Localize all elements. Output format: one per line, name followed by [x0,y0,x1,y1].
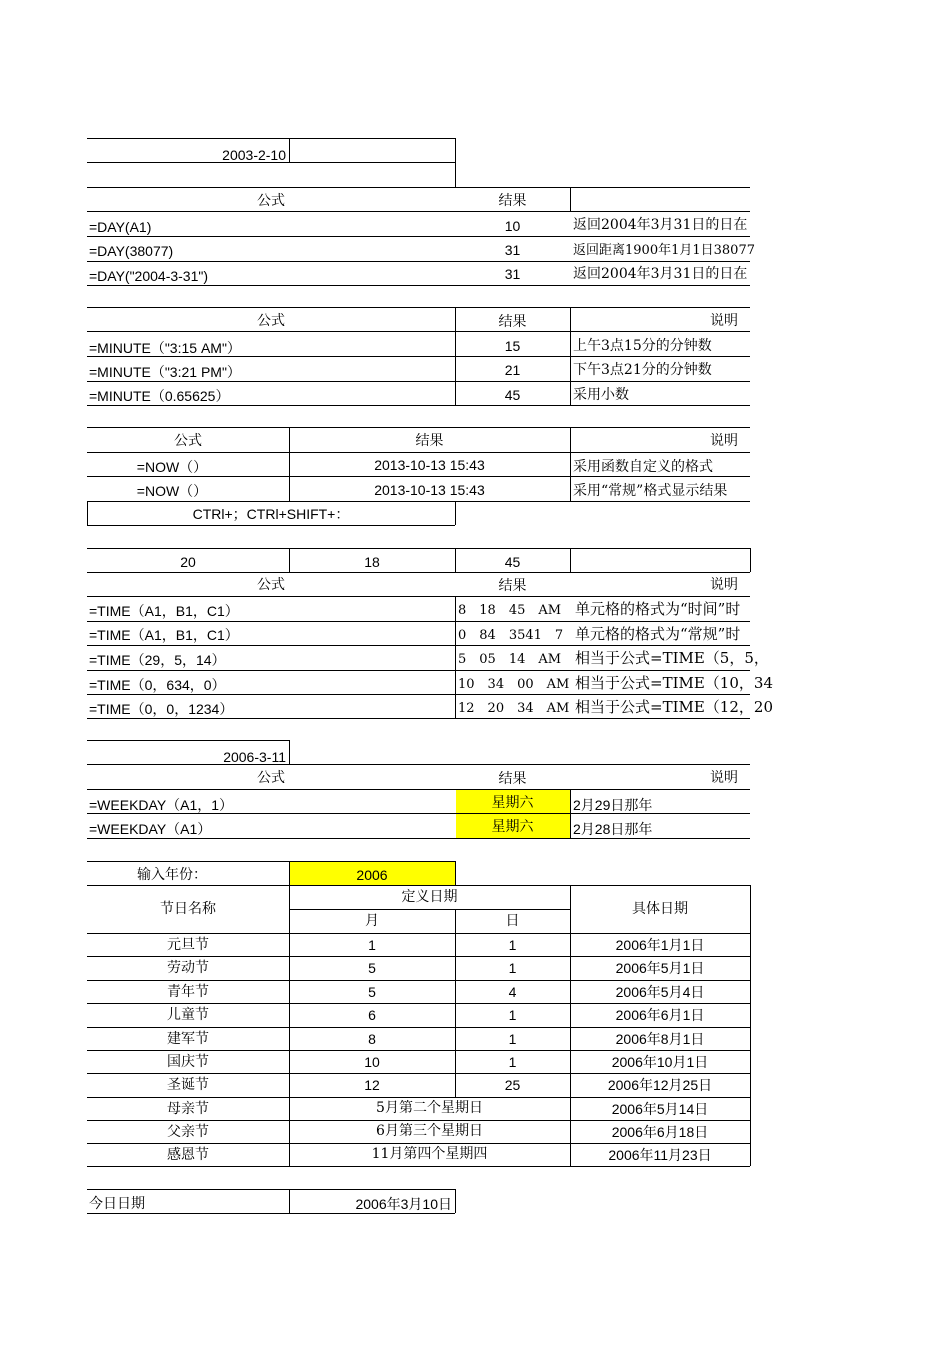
grid-line [87,933,750,934]
note-cell[interactable]: 2月29日那年 [573,797,653,813]
grid-line [87,885,750,886]
grid-line [570,548,571,572]
grid-line [455,501,456,525]
result-cell[interactable]: 12 20 34 AM [458,701,570,716]
note-cell[interactable]: 返回2004年3月31日的日在 [573,266,748,282]
grid-line [87,307,750,308]
holiday-date[interactable]: 2006年5月14日 [611,1101,709,1117]
grid-line [87,405,750,406]
result-cell[interactable]: 31 [504,266,521,282]
holiday-rule[interactable]: 11月第四个星期四 [371,1146,488,1162]
header-day: 日 [505,913,520,929]
grid-line [87,956,750,957]
grid-line [87,1189,455,1190]
grid-line [289,1189,290,1213]
grid-line [570,307,571,405]
formula-cell[interactable]: =MINUTE（"3:15 AM"） [89,340,241,356]
grid-line [87,764,750,765]
grid-line [289,861,290,885]
holiday-day[interactable]: 1 [508,937,517,953]
header-formula: 公式 [257,577,285,593]
grid-line [570,789,571,838]
year-input-label: 输入年份： [137,867,207,883]
grid-line [289,909,570,910]
header-formula: 公式 [257,770,285,786]
cell-a1-date[interactable]: 2006-3-11 [223,749,286,765]
grid-line [570,427,571,501]
grid-line [87,861,455,862]
grid-line [87,1097,750,1098]
year-input-field[interactable]: 2006 [356,867,388,883]
grid-line [289,548,290,572]
formula-cell[interactable]: =DAY(A1) [89,219,152,235]
holiday-name[interactable]: 感恩节 [167,1147,209,1163]
holiday-month[interactable]: 8 [368,1031,376,1047]
grid-line [570,187,571,211]
note-cell[interactable]: 下午3点21分的分钟数 [573,362,712,378]
grid-line [87,1027,750,1028]
holiday-month[interactable]: 12 [364,1077,380,1093]
holiday-date[interactable]: 2006年1月1日 [615,937,705,953]
formula-cell[interactable]: =TIME（A1，B1，C1） [89,603,239,619]
holiday-month[interactable]: 6 [368,1007,376,1023]
result-cell[interactable]: 8 18 45 AM [458,603,562,618]
grid-line [87,331,750,332]
result-cell[interactable]: 2013-10-13 15:43 [374,457,485,473]
holiday-month[interactable]: 10 [364,1054,380,1070]
header-note: 说明 [710,577,738,593]
holiday-month[interactable]: 1 [368,937,376,953]
grid-line [87,596,750,597]
holiday-day[interactable]: 25 [504,1077,521,1093]
holiday-name[interactable]: 母亲节 [167,1101,209,1117]
grid-line [87,138,455,139]
grid-line [87,427,750,428]
holiday-day[interactable]: 1 [508,960,517,976]
holiday-date[interactable]: 2006年12月25日 [607,1077,713,1093]
result-cell[interactable]: 0 84 3541 7 [458,628,564,643]
grid-line [87,572,750,573]
grid-line [87,381,750,382]
result-cell[interactable]: 星期六 [491,819,534,835]
holiday-date[interactable]: 2006年5月1日 [615,960,705,976]
header-note: 说明 [710,770,738,786]
holiday-month[interactable]: 5 [368,984,376,1000]
header-formula: 公式 [174,433,202,449]
note-cell[interactable]: 上午3点15分的分钟数 [573,338,712,354]
result-cell[interactable]: 10 34 00 AM [458,677,570,692]
header-result: 结果 [498,771,527,787]
grid-line [750,548,751,572]
header-note: 说明 [710,313,738,329]
grid-line [289,427,290,501]
header-month: 月 [365,913,379,929]
shortcut-cell[interactable]: CTRl+；CTRl+SHIFT+： [192,506,350,522]
formula-cell[interactable]: =TIME（0，634，0） [89,677,226,693]
holiday-date[interactable]: 2006年6月1日 [615,1007,705,1023]
note-cell[interactable]: 单元格的格式为“常规”时 [575,625,741,643]
result-cell[interactable]: 星期六 [491,795,534,811]
grid-line [87,1166,750,1167]
grid-line [570,885,571,1166]
result-cell[interactable]: 2013-10-13 15:43 [374,482,485,498]
grid-line [455,861,456,885]
holiday-name[interactable]: 建军节 [167,1031,209,1047]
grid-line [87,1073,750,1074]
grid-line [87,548,750,549]
holiday-day[interactable]: 1 [508,1007,517,1023]
result-cell[interactable]: 45 [504,387,521,403]
holiday-month[interactable]: 5 [368,960,376,976]
note-cell[interactable]: 返回距离1900年1月1日38077 [573,243,755,258]
grid-line [87,980,750,981]
cell-a1-date[interactable]: 2003-2-10 [222,147,286,163]
header-result: 结果 [415,433,444,449]
grid-line [87,476,750,477]
grid-line [455,909,456,933]
cell-a1-hour[interactable]: 20 [180,554,196,570]
formula-cell[interactable]: =NOW（） [136,483,208,499]
result-cell[interactable]: 21 [504,362,521,378]
grid-line [455,596,456,718]
grid-line [87,285,750,286]
grid-line [455,933,456,1097]
grid-line [455,1189,456,1213]
grid-line [87,525,455,526]
note-cell[interactable]: 相当于公式=TIME（10，34 [575,674,773,692]
grid-line [289,885,290,1166]
cell-b1-minute[interactable]: 18 [364,554,380,570]
grid-line [455,138,456,188]
header-holiday-name: 节日名称 [160,901,216,917]
holiday-name[interactable]: 父亲节 [167,1124,209,1140]
holiday-name[interactable]: 元旦节 [167,937,209,953]
grid-line [87,1050,750,1051]
formula-cell[interactable]: =DAY("2004-3-31") [89,268,209,284]
holiday-date[interactable]: 2006年11月23日 [608,1147,712,1163]
grid-line [87,1120,750,1121]
grid-line [87,621,750,622]
formula-cell[interactable]: =TIME（29，5，14） [89,652,226,668]
grid-line [87,740,289,741]
grid-line [289,740,290,764]
holiday-name[interactable]: 国庆节 [167,1054,209,1070]
formula-cell[interactable]: =TIME（A1，B1，C1） [89,627,239,643]
holiday-rule[interactable]: 6月第三个星期日 [376,1123,483,1139]
holiday-date[interactable]: 2006年8月1日 [615,1031,705,1047]
grid-line [87,718,750,719]
grid-line [87,838,750,839]
grid-line [87,1213,455,1214]
header-note: 说明 [710,433,738,449]
grid-line [87,356,750,357]
holiday-day[interactable]: 4 [508,984,517,1000]
holiday-date[interactable]: 2006年5月4日 [615,984,705,1000]
grid-line [87,1143,750,1144]
result-cell[interactable]: 15 [504,338,521,354]
header-result: 结果 [498,314,527,330]
formula-cell[interactable]: =NOW（） [136,459,208,475]
holiday-name[interactable]: 青年节 [167,984,209,1000]
formula-cell[interactable]: =WEEKDAY（A1） [89,821,212,837]
holiday-name[interactable]: 圣诞节 [167,1077,209,1093]
formula-cell[interactable]: =MINUTE（"3:21 PM"） [89,364,241,380]
formula-cell[interactable]: =TIME（0，0，1234） [89,701,234,717]
grid-line [87,694,750,695]
grid-line [455,307,456,405]
today-value[interactable]: 2006年3月10日 [355,1196,452,1212]
grid-line [87,162,455,163]
note-cell[interactable]: 2月28日那年 [573,821,653,837]
grid-line [750,885,751,1166]
note-cell[interactable]: 相当于公式=TIME（12，20 [575,698,773,716]
header-formula: 公式 [257,193,285,209]
note-cell[interactable]: 返回2004年3月31日的日在 [573,217,748,233]
note-cell[interactable]: 采用函数自定义的格式 [573,459,713,475]
holiday-name[interactable]: 劳动节 [167,960,209,976]
note-cell[interactable]: 采用小数 [573,387,629,403]
grid-line [87,501,750,502]
header-result: 结果 [498,578,527,594]
grid-line [87,645,750,646]
result-cell[interactable]: 10 [504,218,521,234]
header-actual-date: 具体日期 [632,901,688,917]
result-cell[interactable]: 31 [504,242,521,258]
grid-line [87,261,750,262]
grid-line [87,236,750,237]
formula-cell[interactable]: =WEEKDAY（A1，1） [89,797,234,813]
holiday-day[interactable]: 1 [508,1054,517,1070]
holiday-day[interactable]: 1 [508,1031,517,1047]
grid-line [289,138,290,162]
note-cell[interactable]: 单元格的格式为“时间”时 [575,600,741,618]
holiday-name[interactable]: 儿童节 [167,1007,209,1023]
today-label: 今日日期 [89,1196,145,1212]
formula-cell[interactable]: =DAY(38077) [89,243,174,259]
grid-line [87,452,750,453]
note-cell[interactable]: 相当于公式=TIME（5，5， [575,649,769,667]
formula-cell[interactable]: =MINUTE（0.65625） [89,388,230,404]
grid-line [87,187,750,188]
holiday-date[interactable]: 2006年10月1日 [611,1054,709,1070]
header-result: 结果 [498,193,527,209]
grid-line [455,548,456,572]
grid-line [87,813,750,814]
cell-c1-second[interactable]: 45 [504,554,521,570]
holiday-date[interactable]: 2006年6月18日 [611,1124,709,1140]
header-define-date: 定义日期 [401,889,458,905]
header-formula: 公式 [257,313,285,329]
note-cell[interactable]: 采用“常规”格式显示结果 [573,483,728,499]
grid-line [87,211,750,212]
grid-line [87,1003,750,1004]
grid-line [87,789,750,790]
result-cell[interactable]: 5 05 14 AM [458,652,562,667]
grid-line [87,670,750,671]
holiday-rule[interactable]: 5月第二个星期日 [376,1100,483,1116]
